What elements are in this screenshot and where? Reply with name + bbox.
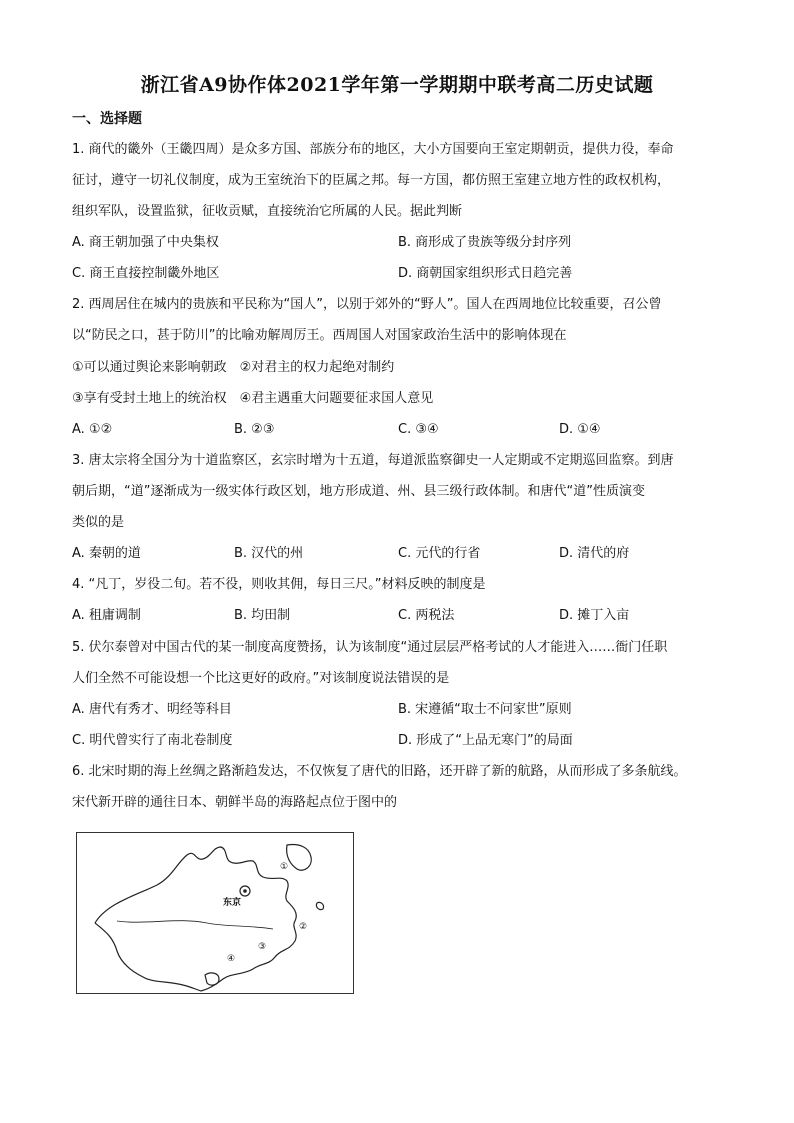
question-1-line-2: 征讨，遵守一切礼仪制度，成为王室统治下的臣属之邦。每一方国，都仿照王室建立地方性的政权机构，	[72, 173, 671, 188]
question-1-option-b: B. 商形成了贵族等级分封序列	[398, 235, 572, 250]
song-coastline-map	[76, 832, 354, 994]
question-4-option-b: B. 均田制	[234, 608, 291, 623]
question-4-option-c: C. 两税法	[398, 608, 455, 623]
question-5-line-1: 5. 伏尔泰曾对中国古代的某一制度高度赞扬，认为该制度“通过层层严格考试的人才能进入……衙门任职	[72, 640, 668, 655]
island-small	[316, 902, 323, 909]
question-5-option-c: C. 明代曾实行了南北卷制度	[72, 733, 233, 748]
question-5-option-b: B. 宋遵循“取士不问家世”原则	[398, 702, 572, 717]
question-3-line-2: 朝后期，“道”逐渐成为一级实体行政区划，地方形成道、州、县三级行政体制。和唐代“道”性质演变	[72, 484, 645, 499]
question-4-line-1: 4. “凡丁，岁役二旬。若不役，则收其佣，每日三尺。”材料反映的制度是	[72, 577, 486, 592]
section-title: 一、选择题	[72, 111, 142, 127]
question-2-line-2: 以“防民之口，甚于防川”的比喻劝解周厉王。西周国人对国家政治生活中的影响体现在	[72, 328, 567, 343]
question-1-line-3: 组织军队，设置监狱，征收贡赋，直接统治它所属的人民。据此判断	[72, 204, 463, 219]
question-6-line-2: 宋代新开辟的通往日本、朝鲜半岛的海路起点位于图中的	[72, 795, 398, 810]
question-3-option-a: A. 秦朝的道	[72, 546, 141, 561]
question-3-option-d: D. 清代的府	[559, 546, 630, 561]
question-3-option-c: C. 元代的行省	[398, 546, 481, 561]
question-1-option-d: D. 商朝国家组织形式日趋完善	[398, 266, 573, 281]
capital-marker-dot	[243, 889, 247, 893]
question-2-line-3: ①可以通过舆论来影响朝政 ②对君主的权力起绝对制约	[72, 360, 395, 375]
marker-1: ①	[280, 862, 289, 872]
question-4-option-a: A. 租庸调制	[72, 608, 141, 623]
peninsula	[287, 845, 312, 871]
question-1-option-c: C. 商王直接控制畿外地区	[72, 266, 220, 281]
question-5-line-2: 人们全然不可能设想一个比这更好的政府。”对该制度说法错误的是	[72, 671, 450, 686]
marker-3: ③	[258, 942, 267, 952]
page-title: 浙江省A9协作体2021学年第一学期期中联考高二历史试题	[140, 74, 654, 96]
marker-2: ②	[299, 922, 308, 932]
question-2-option-d: D. ①④	[559, 422, 601, 437]
question-2-option-b: B. ②③	[234, 422, 275, 437]
inland-boundary	[95, 923, 201, 991]
question-6-line-1: 6. 北宋时期的海上丝绸之路渐趋发达，不仅恢复了唐代的旧路，还开辟了新的航路，从而形成了多条航线。	[72, 764, 687, 779]
river	[117, 921, 273, 929]
coastline	[95, 847, 296, 991]
question-5-option-d: D. 形成了“上品无寒门”的局面	[398, 733, 573, 748]
question-2-option-a: A. ①②	[72, 422, 113, 437]
question-3-option-b: B. 汉代的州	[234, 546, 304, 561]
question-3-line-3: 类似的是	[72, 515, 125, 530]
question-1-line-1: 1. 商代的畿外（王畿四周）是众多方国、部族分布的地区，大小方国要向王室定期朝贡，提供力役，奉命	[72, 142, 674, 157]
map-drawing	[77, 833, 353, 993]
marker-4: ④	[227, 954, 236, 964]
question-2-line-1: 2. 西周居住在城内的贵族和平民称为“国人”，以别于郊外的“野人”。国人在西周地位比较重要，召公曾	[72, 297, 662, 312]
question-1-option-a: A. 商王朝加强了中央集权	[72, 235, 219, 250]
question-2-line-4: ③享有受封土地上的统治权 ④君主遇重大问题要征求国人意见	[72, 391, 434, 406]
question-2-option-c: C. ③④	[398, 422, 439, 437]
question-4-option-d: D. 摊丁入亩	[559, 608, 630, 623]
question-5-option-a: A. 唐代有秀才、明经等科目	[72, 702, 232, 717]
question-3-line-1: 3. 唐太宗将全国分为十道监察区，玄宗时增为十五道，每道派监察御史一人定期或不定期巡回监察。到唐	[72, 453, 674, 468]
capital-label: 东京	[223, 898, 242, 908]
island	[205, 973, 219, 985]
